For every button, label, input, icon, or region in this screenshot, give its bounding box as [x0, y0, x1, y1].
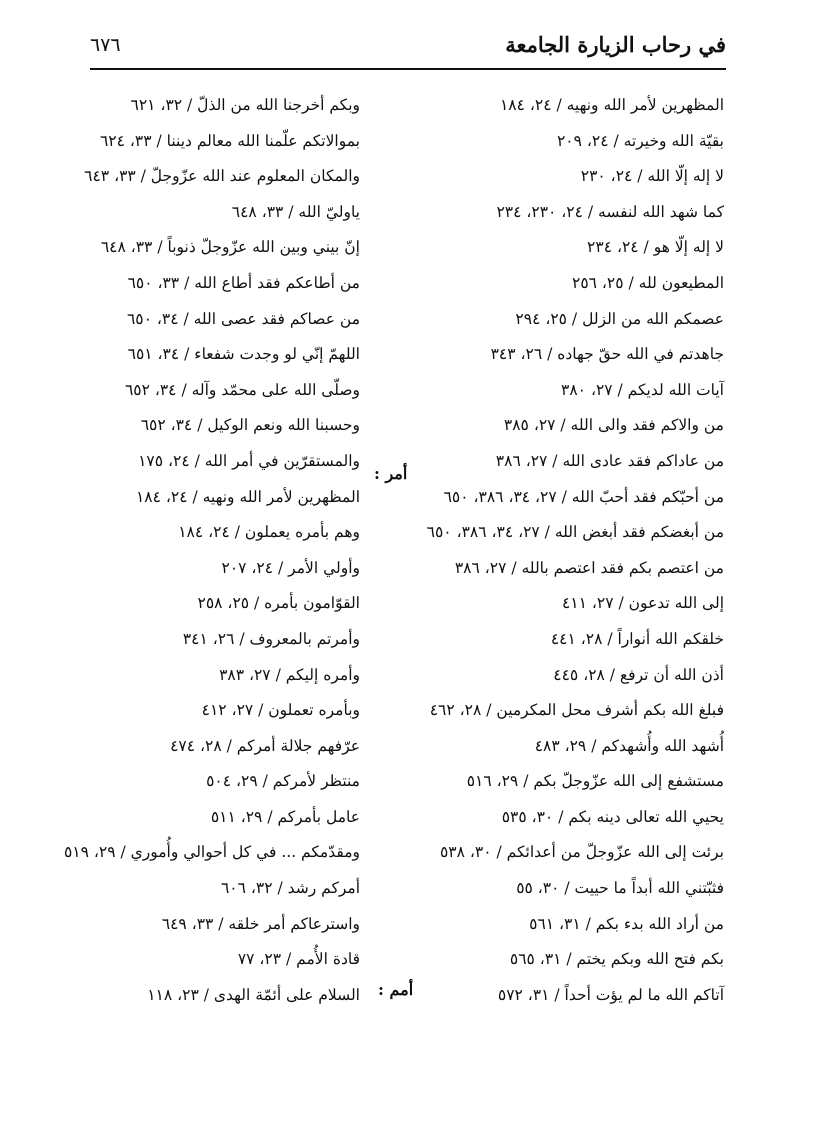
index-entry: خلقكم الله أنواراً / ٢٨، ٤٤١ [550, 629, 724, 648]
index-entry: أذن الله أن ترفع / ٢٨، ٤٤٥ [553, 665, 724, 684]
index-entry: عرّفهم جلالة أمركم / ٢٨، ٤٧٤ [170, 736, 360, 755]
index-entry: لا إله إلّا هو / ٢٤، ٢٣٤ [587, 238, 724, 257]
index-entry: إنّ بيني وبين الله عزّوجلّ ذنوباً / ٣٣، ٦٤٨ [100, 238, 360, 257]
index-entry: قادة الأُمم / ٢٣، ٧٧ [237, 950, 360, 969]
index-entry: من عاداكم فقد عادى الله / ٢٧، ٣٨٦ [495, 451, 724, 470]
index-entry: لا إله إلّا الله / ٢٤، ٢٣٠ [580, 167, 724, 186]
book-title: في رحاب الزيارة الجامعة [505, 32, 726, 57]
index-entry: وهم بأمره يعملون / ٢٤، ١٨٤ [178, 523, 360, 542]
index-entry: برئت إلى الله عزّوجلّ من أعدائكم / ٣٠، ٥٣٨ [439, 843, 724, 862]
index-entry: من أحبّكم فقد أحبّ الله / ٢٧، ٣٤، ٣٨٦، ٦٥٠ [443, 487, 724, 506]
index-entry: منتظر لأمركم / ٢٩، ٥٠٤ [206, 772, 360, 791]
index-entry: من عصاكم فقد عصى الله / ٣٤، ٦٥٠ [126, 309, 360, 328]
index-heading-amr: أمر : [374, 464, 408, 483]
index-entry: اللهمّ إنّي لو وجدت شفعاء / ٣٤، ٦٥١ [127, 345, 360, 364]
index-entry: أمركم رشد / ٣٢، ٦٠٦ [220, 879, 360, 898]
index-entry: ومقدّمكم ... في كل أحوالي وأُموري / ٢٩، ٥١٩ [63, 843, 360, 862]
index-entry: والمكان المعلوم عند الله عزّوجلّ / ٣٣، ٦٤٣ [84, 167, 360, 186]
index-entry: من أبغضكم فقد أبغض الله / ٢٧، ٣٤، ٣٨٦، ٦٥٠ [426, 523, 724, 542]
index-entry: واسترعاكم أمر خلقه / ٣٣، ٦٤٩ [161, 914, 360, 933]
index-entry: عصمكم الله من الزلل / ٢٥، ٢٩٤ [515, 309, 724, 328]
index-entry: بكم فتح الله وبكم يختم / ٣١، ٥٦٥ [509, 950, 724, 969]
index-entry: إلى الله تدعون / ٢٧، ٤١١ [561, 594, 724, 613]
index-entry: من والاكم فقد والى الله / ٢٧، ٣٨٥ [503, 416, 724, 435]
index-entry: وأولي الأمر / ٢٤، ٢٠٧ [221, 558, 360, 577]
index-entry: السلام على أئمّة الهدى / ٢٣، ١١٨ [147, 985, 360, 1004]
index-entry: آتاكم الله ما لم يؤت أحداً / ٣١، ٥٧٢ [497, 985, 724, 1004]
index-entry: فبلغ الله بكم أشرف محل المكرمين / ٢٨، ٤٦٢ [429, 701, 724, 720]
index-entry: مستشفع إلى الله عزّوجلّ بكم / ٢٩، ٥١٦ [466, 772, 724, 791]
index-column-left [63, 88, 360, 1013]
index-entry: من أطاعكم فقد أطاع الله / ٣٣، ٦٥٠ [127, 273, 360, 292]
index-entry: المطيعون لله / ٢٥، ٢٥٦ [572, 273, 724, 292]
index-entry: وبكم أخرجنا الله من الذلّ / ٣٢، ٦٢١ [130, 96, 360, 114]
index-entry: فثبّتني الله أبداً ما حييت / ٣٠، ٥٥ [516, 879, 724, 898]
index-entry: آيات الله لديكم / ٢٧، ٣٨٠ [561, 380, 724, 399]
index-entry: وصلّى الله على محمّد وآله / ٣٤، ٦٥٢ [124, 380, 360, 399]
index-entry: ياوليّ الله / ٣٣، ٦٤٨ [231, 202, 360, 221]
index-entry: والمستقرّين في أمر الله / ٢٤، ١٧٥ [138, 451, 360, 470]
index-entry: جاهدتم في الله حقّ جهاده / ٢٦، ٣٤٣ [490, 345, 724, 364]
index-entry: بقيّة الله وخيرته / ٢٤، ٢٠٩ [556, 131, 724, 150]
index-entry: أُشهد الله وأُشهدكم / ٢٩، ٤٨٣ [534, 736, 724, 755]
index-entry: كما شهد الله لنفسه / ٢٤، ٢٣٠، ٢٣٤ [496, 202, 724, 221]
index-entry: من أراد الله بدء بكم / ٣١، ٥٦١ [529, 914, 724, 933]
index-entry: من اعتصم بكم فقد اعتصم بالله / ٢٧، ٣٨٦ [454, 558, 724, 577]
index-entry: يحيي الله تعالى دينه بكم / ٣٠، ٥٣٥ [501, 807, 724, 826]
index-entry: وأمره إليكم / ٢٧، ٣٨٣ [219, 665, 360, 684]
index-heading-umam: أمم : [378, 980, 414, 999]
index-entry: المظهرين لأمر الله ونهيه / ٢٤، ١٨٤ [499, 96, 724, 114]
index-entry: المظهرين لأمر الله ونهيه / ٢٤، ١٨٤ [135, 487, 360, 506]
index-entry: بموالاتكم علّمنا الله معالم ديننا / ٣٣، ٦٢٤ [99, 131, 360, 150]
page-number: ٦٧٦ [90, 34, 121, 56]
index-entry: وبأمره تعملون / ٢٧، ٤١٢ [201, 701, 360, 720]
index-entry: عامل بأمركم / ٢٩، ٥١١ [210, 807, 360, 826]
page-header [90, 28, 726, 70]
index-column-right [426, 88, 724, 1013]
index-entry: القوّامون بأمره / ٢٥، ٢٥٨ [197, 594, 360, 613]
index-entry: وأمرتم بالمعروف / ٢٦، ٣٤١ [182, 629, 360, 648]
index-entry: وحسبنا الله ونعم الوكيل / ٣٤، ٦٥٢ [140, 416, 360, 435]
